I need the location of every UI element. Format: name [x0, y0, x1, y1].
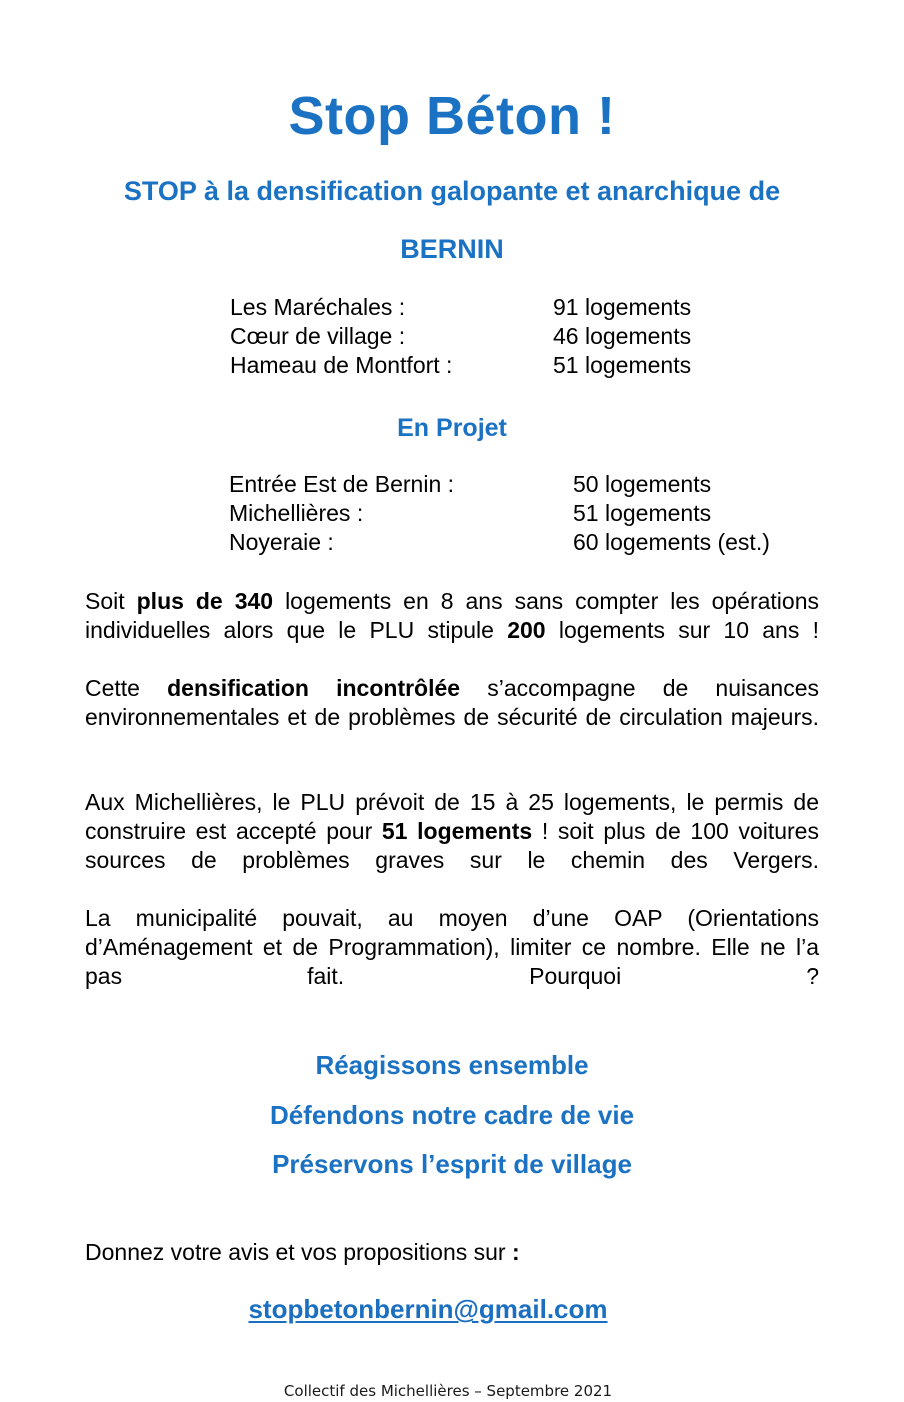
- housing-label: Entrée Est de Bernin :: [229, 471, 455, 498]
- housing-label: Noyeraie :: [229, 529, 334, 556]
- housing-label: Les Maréchales :: [230, 294, 406, 321]
- contact-prompt-text: Donnez votre avis et vos propositions sur: [85, 1239, 512, 1266]
- housing-label: Michellières :: [229, 500, 364, 527]
- paragraph-nuisances: [85, 674, 819, 761]
- paragraph-density: [85, 587, 819, 674]
- city-name: BERNIN: [400, 234, 504, 265]
- text-run: Cette: [85, 675, 168, 702]
- built-housing-list: [0, 265, 904, 380]
- text-run: logements en 8 ans sans compter les opérations individuelles alors que le PLU stipule: [85, 588, 820, 644]
- contact-prompt-colon: :: [511, 1239, 520, 1266]
- housing-value: 46 logements: [553, 323, 692, 350]
- text-run: s’accompagne de nuisances environnementales et de problèmes de sécurité de circulation majeurs.: [85, 675, 819, 731]
- housing-value: 91 logements: [553, 294, 692, 321]
- housing-value: 60 logements (est.): [573, 529, 770, 556]
- housing-label: Hameau de Montfort :: [230, 352, 453, 379]
- paragraph-block-one: [85, 557, 819, 761]
- contact-email-link[interactable]: stopbetonbernin@gmail.com: [248, 1294, 608, 1325]
- slogan-defend-living: Défendons notre cadre de vie: [269, 1099, 635, 1130]
- list-item: [230, 322, 904, 351]
- housing-value: 51 logements: [553, 352, 692, 379]
- text-run: ! soit plus de 100 voitures sources de problèmes graves sur le chemin des Vergers.: [85, 818, 819, 874]
- list-item: [229, 499, 904, 528]
- slogan-preserve-village: Préservons l’esprit de village: [272, 1148, 632, 1179]
- paragraph-michellieres: [85, 788, 819, 904]
- paragraph-municipality: La municipalité pouvait, au moyen d’une OAP (Orientations d’Aménagement et de Programmation), limiter ce nombre. Elle ne l’a pas fait. Pourquoi ?: [85, 905, 819, 990]
- list-item: [230, 351, 904, 380]
- footer-credit: Collectif des Michellières – Septembre 2021: [283, 1382, 613, 1401]
- contact-prompt: [85, 1180, 819, 1267]
- text-run: logements sur 10 ans !: [545, 617, 819, 644]
- project-housing-list: [0, 443, 904, 557]
- list-item: [229, 528, 904, 557]
- housing-value: 51 logements: [573, 500, 712, 527]
- project-section-heading: En Projet: [397, 414, 507, 443]
- list-item: [229, 470, 904, 499]
- project-section: [0, 380, 904, 557]
- paragraph-block-two: [85, 761, 819, 1020]
- list-item: [230, 293, 904, 322]
- housing-value: 50 logements: [573, 471, 712, 498]
- text-run: Soit: [85, 588, 137, 615]
- slogan-react-together: Réagissons ensemble: [315, 1050, 589, 1081]
- text-run: Aux Michellières, le PLU prévoit de 15 à 25 logements, le permis de construire est accepté pour: [85, 789, 819, 845]
- housing-label: Cœur de village :: [230, 323, 406, 350]
- emphasis-51-housing: 51 logements: [381, 818, 533, 845]
- slogan-group: [0, 1020, 904, 1180]
- emphasis-total-housing: plus de 340: [136, 588, 274, 615]
- email-container: [0, 1267, 904, 1325]
- emphasis-plu-limit: 200: [507, 617, 546, 644]
- page-subtitle: STOP à la densification galopante et anarchique de: [123, 175, 781, 206]
- emphasis-uncontrolled-density: densification incontrôlée: [167, 675, 461, 702]
- page-title: Stop Béton !: [288, 86, 616, 146]
